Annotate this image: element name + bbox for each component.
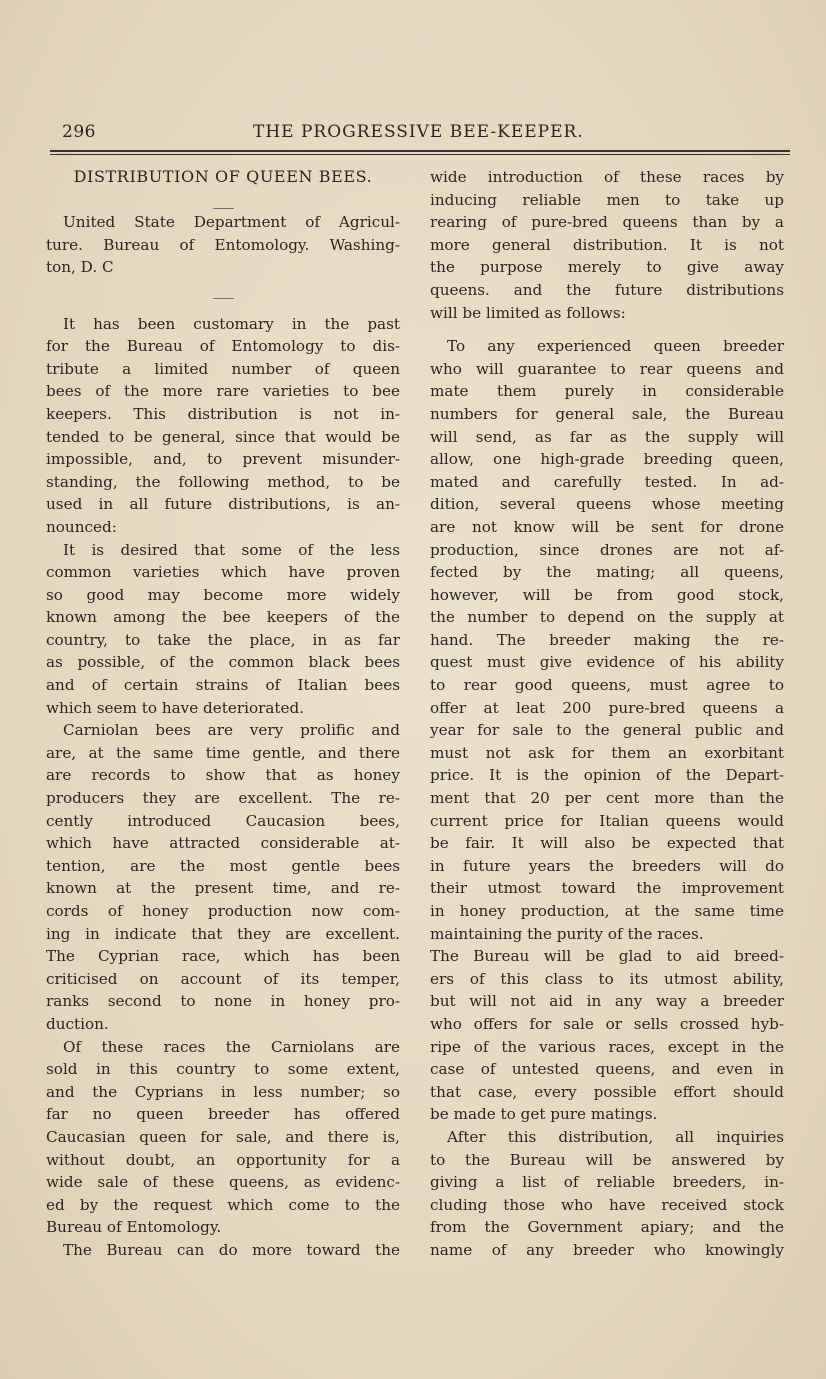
text-line: so good may become more widely [46, 585, 400, 604]
separator: ___ [213, 280, 233, 299]
header-rule [50, 150, 790, 155]
text-line: case of untested queens, and even in [430, 1060, 784, 1079]
text-line: numbers for general sale, the Bureau [430, 404, 784, 423]
text-line: as possible, of the common black bees [46, 653, 400, 672]
text-line: keepers. This distribution is not in- [46, 404, 400, 423]
text-line: cords of honey production now com- [46, 902, 400, 920]
text-line: duction. [46, 1014, 109, 1033]
text-line: in honey production, at the same time [430, 902, 784, 920]
text-line: to rear good queens, must agree to [430, 676, 784, 695]
running-title: THE PROGRESSIVE BEE-KEEPER. [253, 122, 584, 142]
left-column [46, 166, 400, 1262]
text-line: cluding those who have received stock [430, 1195, 784, 1214]
text-line: It is desired that some of the less [63, 540, 400, 559]
text-line: queens. and the future distributions [430, 280, 784, 299]
text-line: known among the bee keepers of the [46, 608, 400, 627]
text-line: for the Bureau of Entomology to dis- [46, 337, 400, 356]
text-line: quest must give evidence of his ability [430, 653, 784, 672]
text-line: cently introduced Caucasion bees, [46, 811, 400, 830]
text-line: the purpose merely to give away [430, 258, 784, 277]
text-line: tended to be general, since that would be [46, 427, 400, 446]
text-line: must not ask for them an exorbitant [430, 743, 784, 762]
text-line: common varieties which have proven [46, 563, 400, 582]
text-line: producers they are excellent. The re- [46, 789, 400, 808]
text-line: ers of this class to its utmost ability, [430, 969, 784, 988]
text-line: The Bureau can do more toward the [63, 1240, 400, 1259]
text-line: sold in this country to some extent, [46, 1060, 400, 1079]
text-line: country, to take the place, in as far [46, 630, 400, 649]
text-line: Bureau of Entomology. [46, 1218, 222, 1237]
text-line: far no queen breeder has offered [46, 1105, 400, 1124]
text-line: more general distribution. It is not [430, 235, 784, 254]
text-line: wide introduction of these races by [430, 168, 784, 186]
text-line: rearing of pure-bred queens than by a [430, 213, 784, 232]
text-line: and of certain strains of Italian bees [46, 676, 400, 695]
text-line: ed by the request which come to the [46, 1195, 400, 1214]
text-line: After this distribution, all inquiries [447, 1127, 784, 1146]
page-number: 296 [62, 122, 96, 142]
text-line: current price for Italian queens would [430, 811, 784, 830]
text-line: Carniolan bees are very prolific and [63, 721, 400, 740]
text-line: To any experienced queen breeder [447, 337, 784, 356]
text-line: The Cyprian race, which has been [46, 947, 400, 966]
text-line: that case, every possible effort should [430, 1082, 784, 1101]
text-line: Of these races the Carniolans are [63, 1037, 400, 1056]
text-line: and the Cyprians in less number; so [46, 1082, 400, 1101]
text-line: without doubt, an opportunity for a [46, 1150, 400, 1169]
text-line: standing, the following method, to be [46, 472, 400, 491]
text-line: Caucasian queen for sale, and there is, [46, 1127, 400, 1146]
text-line: in future years the breeders will do [430, 856, 784, 875]
text-line: It has been customary in the past [63, 314, 400, 333]
text-line: mate them purely in considerable [430, 382, 784, 401]
text-line: who will guarantee to rear queens and [430, 359, 784, 378]
text-line: from the Government apiary; and the [430, 1218, 784, 1237]
text-line: who offers for sale or sells crossed hyb- [430, 1014, 784, 1033]
article-title: DISTRIBUTION OF QUEEN BEES. [73, 167, 373, 186]
text-line: nounced: [46, 517, 117, 536]
text-line: ripe of the various races, except in the [430, 1037, 784, 1056]
text-line: are records to show that as honey [46, 766, 400, 785]
text-line: ture. Bureau of Entomology. Washing- [46, 235, 400, 254]
text-line: price. It is the opinion of the Depart- [430, 766, 784, 785]
text-line: fected by the mating; all queens, [430, 563, 784, 582]
text-line: be made to get pure matings. [430, 1105, 658, 1124]
text-line: dition, several queens whose meeting [430, 495, 784, 514]
text-line: are not know will be sent for drone [430, 517, 784, 536]
separator: ___ [213, 190, 233, 209]
text-line: name of any breeder who knowingly [430, 1240, 784, 1259]
text-line: known at the present time, and re- [46, 879, 400, 898]
text-line: their utmost toward the improvement [430, 879, 784, 898]
text-line: the number to depend on the supply at [430, 608, 784, 627]
text-line: wide sale of these queens, as evidenc- [46, 1173, 400, 1192]
text-line: impossible, and, to prevent misunder- [46, 450, 400, 469]
text-line: will be limited as follows: [430, 303, 626, 322]
text-line: will send, as far as the supply will [430, 427, 784, 446]
text-line: criticised on account of its temper, [46, 969, 400, 988]
text-line: bees of the more rare varieties to bee [46, 382, 400, 401]
text-line: ranks second to none in honey pro- [46, 992, 400, 1011]
text-line: mated and carefully tested. In ad- [430, 472, 784, 491]
text-line: ton, D. C [46, 258, 114, 277]
text-line: but will not aid in any way a breeder [430, 992, 784, 1011]
text-line: offer at leat 200 pure-bred queens a [430, 698, 784, 717]
text-line: The Bureau will be glad to aid breed- [430, 947, 784, 966]
text-line: allow, one high-grade breeding queen, [430, 450, 784, 469]
text-line: ment that 20 per cent more than the [430, 789, 784, 808]
text-line: which have attracted considerable at- [46, 834, 400, 853]
text-line: tention, are the most gentle bees [46, 856, 400, 875]
right-column [430, 166, 784, 1262]
text-line: year for sale to the general public and [430, 721, 784, 740]
text-line: tribute a limited number of queen [46, 359, 400, 378]
text-line: maintaining the purity of the races. [430, 924, 704, 943]
text-line: to the Bureau will be answered by [430, 1150, 784, 1169]
text-line: however, will be from good stock, [430, 585, 784, 604]
text-line: hand. The breeder making the re- [430, 630, 784, 649]
page-header [58, 118, 780, 148]
text-line: be fair. It will also be expected that [430, 834, 784, 853]
text-line: United State Department of Agricul- [63, 213, 400, 232]
text-line: are, at the same time gentle, and there [46, 743, 400, 762]
text-line: ing in indicate that they are excellent. [46, 924, 400, 943]
text-line: production, since drones are not af- [430, 540, 784, 559]
text-line: inducing reliable men to take up [430, 190, 784, 209]
text-line: used in all future distributions, is an- [46, 495, 400, 514]
text-line: giving a list of reliable breeders, in- [430, 1173, 784, 1192]
text-line: which seem to have deteriorated. [46, 698, 305, 717]
